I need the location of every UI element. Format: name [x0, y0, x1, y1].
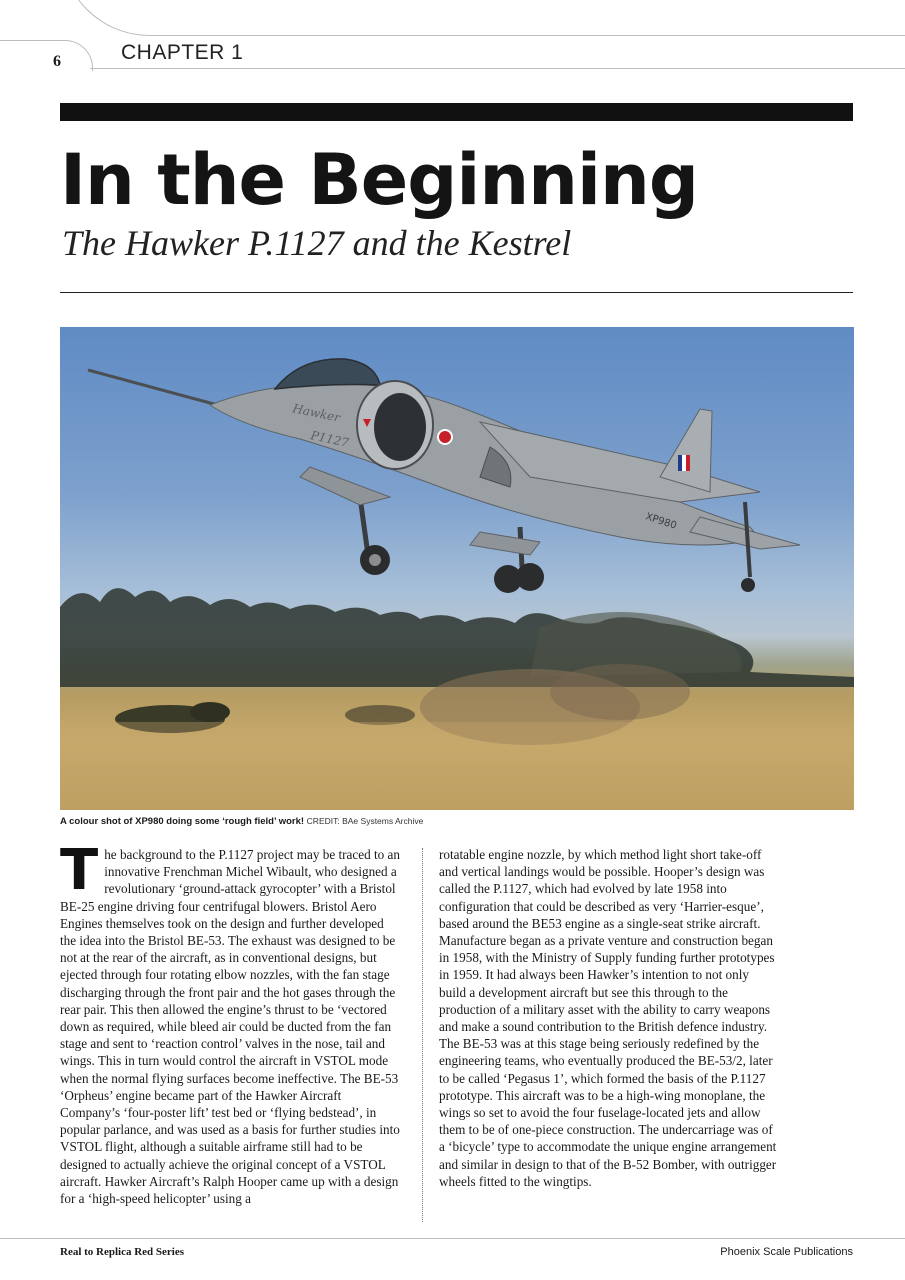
aircraft-photo-illustration	[60, 327, 854, 810]
footer-rule	[0, 1238, 905, 1239]
article-title: In the Beginning	[60, 139, 698, 221]
aircraft-serial: XP980	[644, 511, 678, 532]
header-decoration-arc	[60, 0, 905, 36]
footer-series: Real to Replica Red Series	[60, 1246, 185, 1258]
title-bar	[60, 103, 853, 121]
body-text-left: he background to the P.1127 project may be traced to an innovative Frenchman Michel Wibault, who designed a revolutionary ‘ground-attack gyrocopter’ with a Bristol BE-25 engine driving four centrifugal blowers. Bristol Aero Engines themselves took on the design and further developed the idea into the Bristol BE-53. The exhaust was designed to be not at the rear of the aircraft, as in conventional designs, but ejected through four rotating elbow nozzles, with the fan stage discharging through the front pair and the hot gases through the rear pair. This then allowed the engine’s thrust to be ‘vectored down as required, while bleed air could be ducted from the fan stage and sent to ‘reaction control’ valves in the nose, tail and wings. This in turn would control the aircraft in VSTOL mode when the normal flying surfaces become ineffective. The BE-53 ‘Orpheus’ engine became part of the Hawker Aircraft Company’s ‘four-poster lift’ test bed or ‘flying bedstead’, in popular parlance, and was used as a basis for further studies into VSTOL flight, although a suitable airframe still had to be designed to actually achieve the original concept of a VSTOL aircraft. Hawker Aircraft’s Ralph Hooper came up with a design for a ‘high-speed helicopter’ using a	[60, 847, 400, 1207]
aircraft-nose-text-1: Hawker	[291, 401, 342, 425]
aircraft-photo	[60, 327, 854, 810]
photo-caption-text: A colour shot of XP980 doing some ‘rough field’ work!	[60, 816, 305, 827]
photo-caption	[60, 816, 423, 827]
page-number: 6	[53, 53, 61, 70]
footer-publisher: Phoenix Scale Publications	[720, 1246, 853, 1258]
header-rule	[90, 68, 905, 69]
drop-cap: T	[60, 838, 99, 903]
column-divider	[422, 848, 423, 1222]
page-number-tab	[0, 40, 93, 71]
title-rule	[60, 292, 853, 293]
body-column-left	[60, 838, 400, 1226]
aircraft-nose-text-2: P1127	[309, 428, 351, 450]
body-column-right	[439, 846, 779, 1226]
body-text-right: rotatable engine nozzle, by which method light short take-off and vertical landings would be possible. Hooper’s design was called the P.1127, which had evolved by late 1958 into configuration that could be described as very ‘Harrier-esque’, based around the BE53 engine as a single-seat strike aircraft. Manufacture began as a private venture and construction began in 1958, with the Ministry of Supply funding further prototypes in 1959. It had always been Hawker’s intention to not only build a development aircraft but see this through to the production of a military asset with the ability to carry weapons and make a sound contribution to the British defence industry. The BE-53 was at this stage being seriously redefined by the engineering teams, who eventually produced the BE-53/2, later to be called ‘Pegasus 1’, which formed the basis of the P.1127 prototype. This aircraft was to be a high-wing monoplane, the wings so set to avoid the four fuselage-located jets and allow them to be of one-piece construction. The undercarriage was of a ‘bicycle’ type to accommodate the unique engine arrangement and similar in design to that of the B-52 Bomber, with outrigger wheels fitted to the wingtips.	[439, 847, 777, 1189]
photo-credit: CREDIT: BAe Systems Archive	[306, 816, 424, 826]
chapter-label: CHAPTER 1	[121, 41, 244, 64]
article-subtitle: The Hawker P.1127 and the Kestrel	[62, 223, 572, 263]
